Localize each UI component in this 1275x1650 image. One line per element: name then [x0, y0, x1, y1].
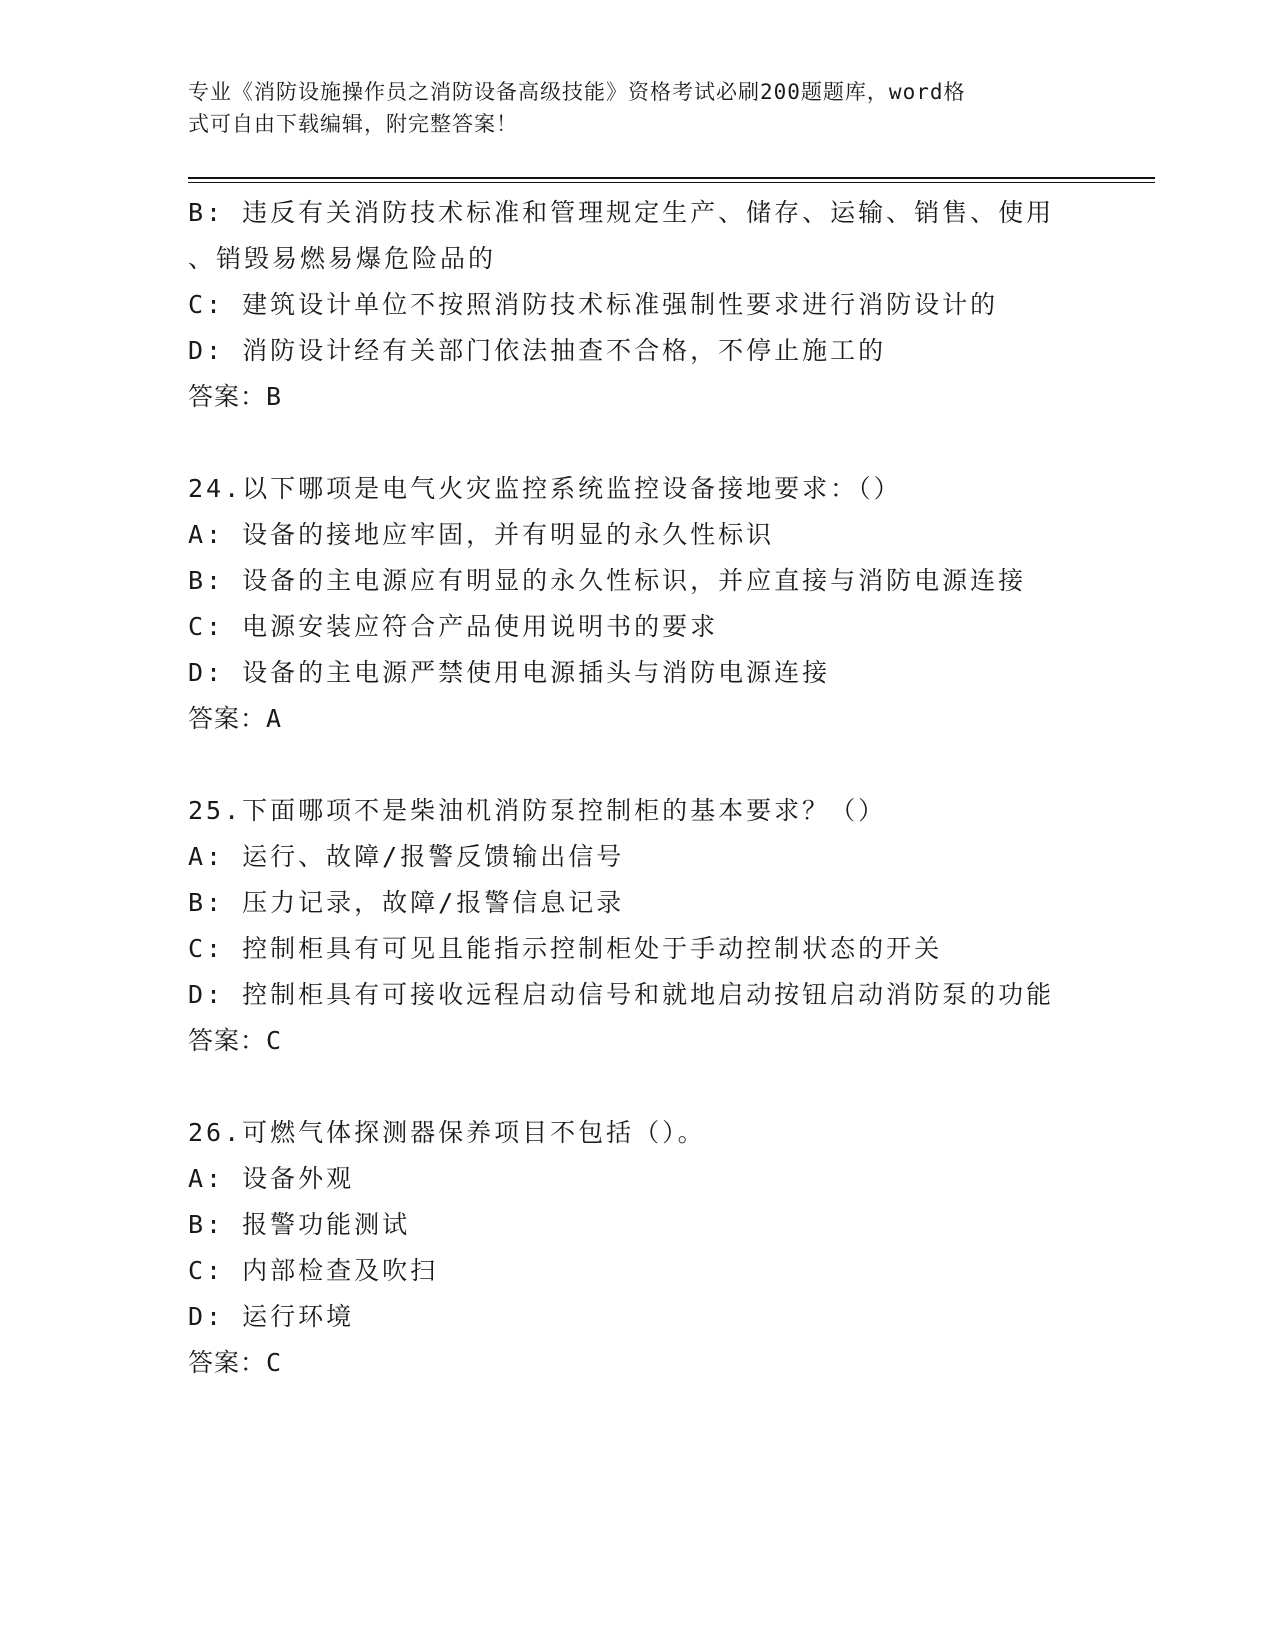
option-b: B: 违反有关消防技术标准和管理规定生产、储存、运输、销售、使用 — [188, 198, 1055, 227]
question-26-block — [188, 1110, 1148, 1386]
question-25-block — [188, 788, 1148, 1064]
option-d: D: 设备的主电源严禁使用电源插头与消防电源连接 — [188, 658, 831, 687]
option-b: B: 设备的主电源应有明显的永久性标识，并应直接与消防电源连接 — [188, 566, 1027, 595]
answer-label: 答案： — [188, 1026, 267, 1055]
answer-label: 答案： — [188, 382, 267, 411]
answer-value: C — [266, 1348, 283, 1377]
option-d: D: 控制柜具有可接收远程启动信号和就地启动按钮启动消防泵的功能 — [188, 980, 1055, 1009]
option-a: A: 运行、故障/报警反馈输出信号 — [188, 842, 625, 871]
option-b: B: 压力记录，故障/报警信息记录 — [188, 888, 625, 917]
question-text: 25.下面哪项不是柴油机消防泵控制柜的基本要求？（） — [188, 796, 887, 825]
option-b-continued: 、销毁易燃易爆危险品的 — [188, 244, 497, 273]
option-d: D: 运行环境 — [188, 1302, 355, 1331]
document-header — [188, 76, 1088, 140]
spacer — [188, 420, 1148, 466]
option-c: C: 建筑设计单位不按照消防技术标准强制性要求进行消防设计的 — [188, 290, 999, 319]
option-a: A: 设备的接地应牢固，并有明显的永久性标识 — [188, 520, 775, 549]
header-line-1: 专业《消防设施操作员之消防设备高级技能》资格考试必刷200题题库，word格 — [188, 80, 966, 104]
option-b: B: 报警功能测试 — [188, 1210, 411, 1239]
answer-value: B — [266, 382, 283, 411]
answer-label: 答案： — [188, 1348, 267, 1377]
question-list — [188, 190, 1148, 1386]
option-c: C: 内部检查及吹扫 — [188, 1256, 439, 1285]
question-24-block — [188, 466, 1148, 742]
answer-line — [188, 696, 1148, 742]
header-divider-thick — [188, 177, 1155, 179]
header-line-2: 式可自由下载编辑，附完整答案！ — [188, 112, 518, 136]
answer-value: A — [266, 704, 283, 733]
option-a: A: 设备外观 — [188, 1164, 355, 1193]
question-text: 26.可燃气体探测器保养项目不包括（）。 — [188, 1118, 706, 1147]
header-divider-thin — [188, 182, 1155, 183]
question-text: 24.以下哪项是电气火灾监控系统监控设备接地要求：（） — [188, 474, 902, 503]
answer-value: C — [266, 1026, 283, 1055]
spacer — [188, 1064, 1148, 1110]
spacer — [188, 742, 1148, 788]
answer-line — [188, 1340, 1148, 1386]
question-23-block — [188, 190, 1148, 420]
answer-line — [188, 374, 1148, 420]
answer-line — [188, 1018, 1148, 1064]
option-c: C: 电源安装应符合产品使用说明书的要求 — [188, 612, 719, 641]
option-d: D: 消防设计经有关部门依法抽查不合格，不停止施工的 — [188, 336, 887, 365]
option-c: C: 控制柜具有可见且能指示控制柜处于手动控制状态的开关 — [188, 934, 943, 963]
answer-label: 答案： — [188, 704, 267, 733]
